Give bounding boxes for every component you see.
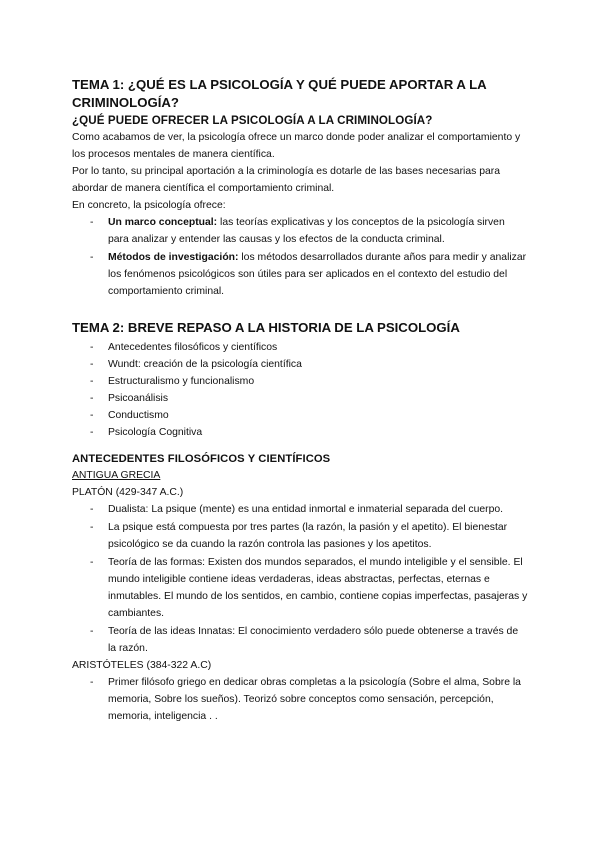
era-heading: ANTIGUA GRECIA [72, 470, 161, 481]
list-item: - Wundt: creación de la psicología científica [72, 356, 528, 373]
list-item: - Dualista: La psique (mente) es una entidad inmortal e inmaterial separada del cuerpo. [72, 501, 528, 518]
platon-heading: PLATÓN (429-347 A.C.) [72, 487, 184, 498]
tema1-title: TEMA 1: ¿QUÉ ES LA PSICOLOGÍA Y QUÉ PUEDE APORTAR A LA CRIMINOLOGÍA? [72, 77, 487, 110]
list-item [72, 249, 528, 300]
antecedentes-title: ANTECEDENTES FILOSÓFICOS Y CIENTÍFICOS [72, 453, 331, 465]
tema2-title: TEMA 2: BREVE REPASO A LA HISTORIA DE LA PSICOLOGÍA [72, 320, 460, 335]
list-item: - Estructuralismo y funcionalismo [72, 373, 528, 390]
list-item: - Teoría de las formas: Existen dos mundos separados, el mundo inteligible y el sensible. El mundo inteligible contiene ideas verdaderas, ideas abstractas, perfectas, eternas e inmutables. El mundo de los sentidos, en cambio, contiene copias imperfectas, pasajeras y cambiantes. [72, 554, 528, 622]
list-item: - La psique está compuesta por tres partes (la razón, la pasión y el apetito). El bienestar psicológico se da cuando la razón controla las pasiones y los apetitos. [72, 519, 528, 553]
tema1-bullet-list [72, 214, 528, 300]
bullet-term: Métodos de investigación: [108, 252, 239, 263]
platon-list [72, 501, 528, 657]
tema1-paragraph-2: Por lo tanto, su principal aportación a la criminología es dotarle de las bases necesarias para abordar de manera científica el comportamiento criminal. [72, 166, 500, 194]
tema1-subtitle: ¿QUÉ PUEDE OFRECER LA PSICOLOGÍA A LA CRIMINOLOGÍA? [72, 114, 433, 127]
list-item [72, 214, 528, 248]
list-item: - Psicología Cognitiva [72, 424, 528, 441]
tema2-list [72, 339, 528, 441]
bullet-text: las teorías explicativas y los conceptos de la psicología sirven para analizar y entender las causas y los efectos de la conducta criminal. [108, 217, 505, 245]
list-item: - Conductismo [72, 407, 528, 424]
aristoteles-list [72, 674, 528, 725]
aristoteles-heading: ARISTÓTELES (384-322 A.C) [72, 660, 212, 671]
bullet-term: Un marco conceptual: [108, 217, 218, 228]
list-item: - Teoría de las ideas Innatas: El conocimiento verdadero sólo puede obtenerse a través de la razón. [72, 623, 528, 657]
tema1-paragraph-3: En concreto, la psicología ofrece: [72, 200, 226, 211]
list-item: - Primer filósofo griego en dedicar obras completas a la psicología (Sobre el alma, Sobre la memoria, Sobre los sueños). Teorizó sobre conceptos como sensación, percepción, memoria, inteligencia . . [72, 674, 528, 725]
list-item: - Psicoanálisis [72, 390, 528, 407]
list-item: - Antecedentes filosóficos y científicos [72, 339, 528, 356]
tema1-paragraph-1: Como acabamos de ver, la psicología ofrece un marco donde poder analizar el comportamiento y los procesos mentales de manera científica. [72, 132, 521, 160]
bullet-text: los métodos desarrollados durante años para medir y analizar los fenómenos psicológicos son útiles para ser aplicados en el contexto del estudio del comportamiento criminal. [108, 252, 527, 297]
document-page [72, 76, 528, 725]
